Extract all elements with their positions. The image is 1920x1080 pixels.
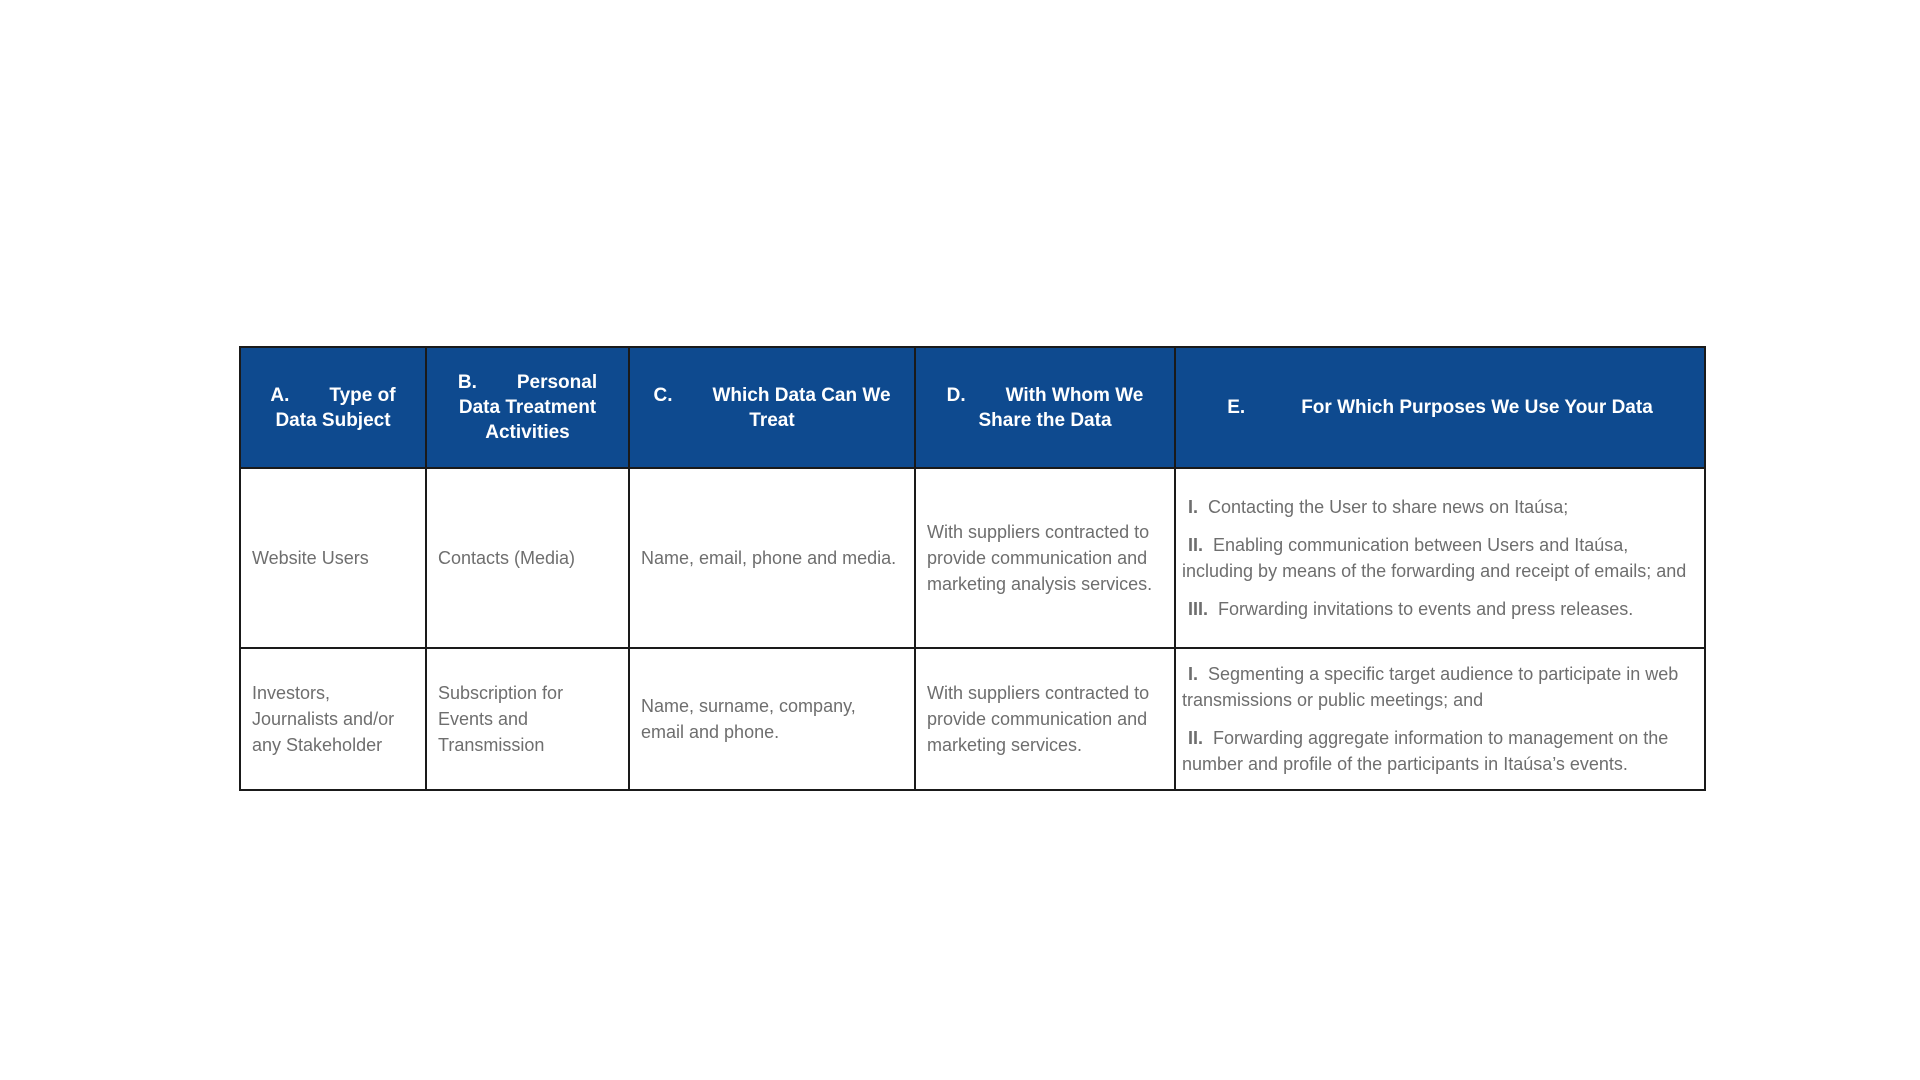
purpose-text: Segmenting a specific target audience to participate in web transmissions or public meetings; and: [1182, 664, 1679, 710]
cell-data: Name, surname, company, email and phone.: [629, 648, 915, 790]
header-type-of-data-subject: [240, 347, 426, 468]
cell-sharing: With suppliers contracted to provide communication and marketing services.: [915, 648, 1175, 790]
cell-sharing: With suppliers contracted to provide communication and marketing analysis services.: [915, 468, 1175, 648]
header-title: Which Data Can We Treat: [712, 384, 891, 431]
cell-activity: Contacts (Media): [426, 468, 629, 648]
cell-subject: Investors, Journalists and/or any Stakeholder: [240, 648, 426, 790]
cell-activity: Subscription for Events and Transmission: [426, 648, 629, 790]
purpose-numeral: II.: [1188, 535, 1204, 555]
table-header-row: [240, 347, 1705, 468]
data-treatment-table: [239, 346, 1706, 791]
purpose-item: [1182, 596, 1694, 622]
purpose-numeral: I.: [1188, 497, 1199, 517]
header-letter: B.: [457, 372, 477, 393]
header-title: For Which Purposes We Use Your Data: [1301, 397, 1653, 418]
cell-purposes: [1175, 648, 1705, 790]
table-row: [240, 468, 1705, 648]
header-title: Personal Data Treatment Activities: [458, 372, 598, 443]
purpose-item: [1182, 725, 1694, 777]
purpose-text: Forwarding aggregate information to management on the number and profile of the participants in Itaúsa’s events.: [1182, 728, 1669, 774]
purpose-text: Contacting the User to share news on Itaúsa;: [1208, 497, 1569, 517]
purpose-text: Enabling communication between Users and Itaúsa, including by means of the forwarding and receipt of emails; and: [1182, 535, 1687, 581]
header-letter: A.: [270, 384, 290, 406]
cell-data: Name, email, phone and media.: [629, 468, 915, 648]
purpose-text: Forwarding invitations to events and press releases.: [1218, 599, 1634, 619]
table-row: [240, 648, 1705, 790]
header-with-whom: [915, 347, 1175, 468]
header-title: With Whom We Share the Data: [978, 384, 1144, 431]
header-treatment-activities: [426, 347, 629, 468]
purpose-item: [1182, 661, 1694, 713]
header-purposes: [1175, 347, 1705, 468]
purpose-numeral: II.: [1188, 728, 1204, 748]
header-letter: C.: [653, 384, 673, 406]
purpose-numeral: III.: [1188, 599, 1209, 619]
purpose-numeral: I.: [1188, 664, 1199, 684]
purpose-item: [1182, 532, 1694, 584]
header-letter: E.: [1227, 397, 1246, 418]
header-title: Type of Data Subject: [275, 384, 396, 431]
cell-purposes: [1175, 468, 1705, 648]
header-which-data: [629, 347, 915, 468]
purpose-item: [1182, 494, 1694, 520]
cell-subject: Website Users: [240, 468, 426, 648]
header-letter: D.: [946, 384, 966, 406]
